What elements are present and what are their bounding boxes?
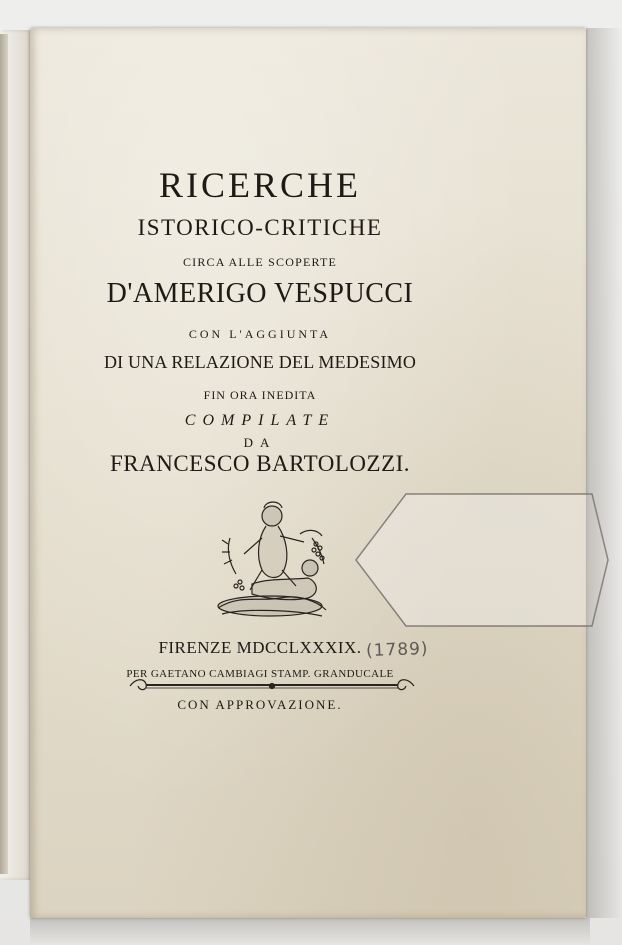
book-circa-line: CIRCA ALLE SCOPERTE bbox=[182, 255, 338, 269]
book-spine bbox=[0, 34, 8, 874]
putti-vignette-icon bbox=[200, 498, 340, 628]
book-subject: D'AMERIGO VESPUCCI bbox=[106, 278, 414, 309]
book-relazione-line: DI UNA RELAZIONE DEL MEDESIMO bbox=[103, 352, 417, 372]
imprint-printer: PER GAETANO CAMBIAGI STAMP. GRANDUCALE bbox=[126, 668, 394, 680]
book-title: RICERCHE bbox=[158, 165, 361, 205]
imprint-approval: CON APPROVAZIONE. bbox=[177, 697, 343, 712]
page-shadow-right bbox=[586, 28, 622, 918]
book-inedita-line: FIN ORA INEDITA bbox=[203, 388, 317, 402]
page-shadow-bottom bbox=[30, 918, 590, 945]
book-subtitle: ISTORICO-CRITICHE bbox=[137, 215, 383, 240]
imprint-city-date: FIRENZE MDCCLXXXIX. bbox=[158, 638, 362, 657]
handwritten-date-note: (1789) bbox=[365, 638, 429, 662]
library-stamp-icon bbox=[352, 490, 612, 630]
ornamental-rule-icon bbox=[122, 676, 422, 696]
book-compilate-line: COMPILATE bbox=[184, 412, 336, 429]
book-con-line: CON L'AGGIUNTA bbox=[188, 327, 332, 341]
book-da-line: DA bbox=[243, 435, 277, 450]
title-page bbox=[30, 28, 586, 918]
book-author: FRANCESCO BARTOLOZZI. bbox=[109, 451, 411, 476]
